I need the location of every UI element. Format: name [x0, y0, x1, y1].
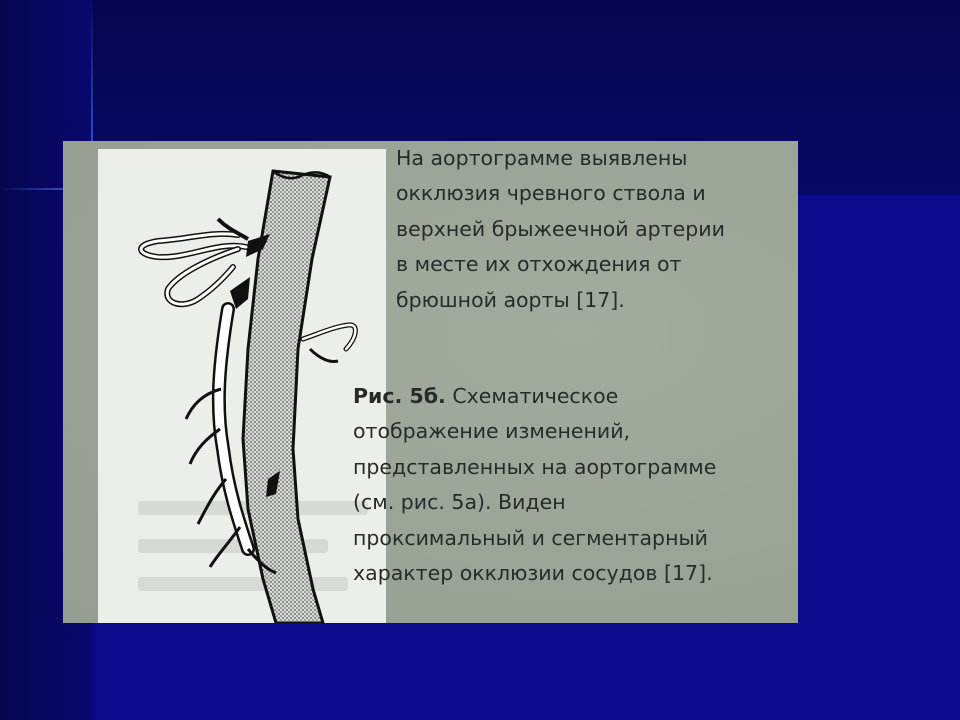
caption-line: характер окклюзии сосудов [17]. — [353, 561, 713, 586]
description-line: в месте их отхождения от — [396, 252, 682, 277]
figure-label: Рис. 5б. — [353, 384, 446, 408]
description-line: окклюзия чревного ствола и — [396, 181, 706, 206]
caption-line: отображение изменений, — [353, 419, 631, 444]
aortogram-findings-text — [396, 141, 796, 318]
figure-caption — [353, 379, 793, 591]
caption-first-line-rest: Схематическое — [445, 384, 619, 408]
caption-line: проксимальный и сегментарный — [353, 525, 708, 550]
caption-line: (см. рис. 5а). Виден — [353, 490, 566, 515]
description-line: На аортограмме выявлены — [396, 146, 688, 170]
caption-line: представленных на аортограмме — [353, 454, 717, 479]
aorta-schematic-svg — [98, 149, 386, 623]
figure-panel — [63, 141, 798, 623]
description-line: верхней брыжеечной артерии — [396, 216, 725, 241]
caption-first-line — [353, 379, 793, 414]
description-line: брюшной аорты [17]. — [396, 287, 625, 312]
vessel-schematic-drawing — [98, 149, 386, 623]
